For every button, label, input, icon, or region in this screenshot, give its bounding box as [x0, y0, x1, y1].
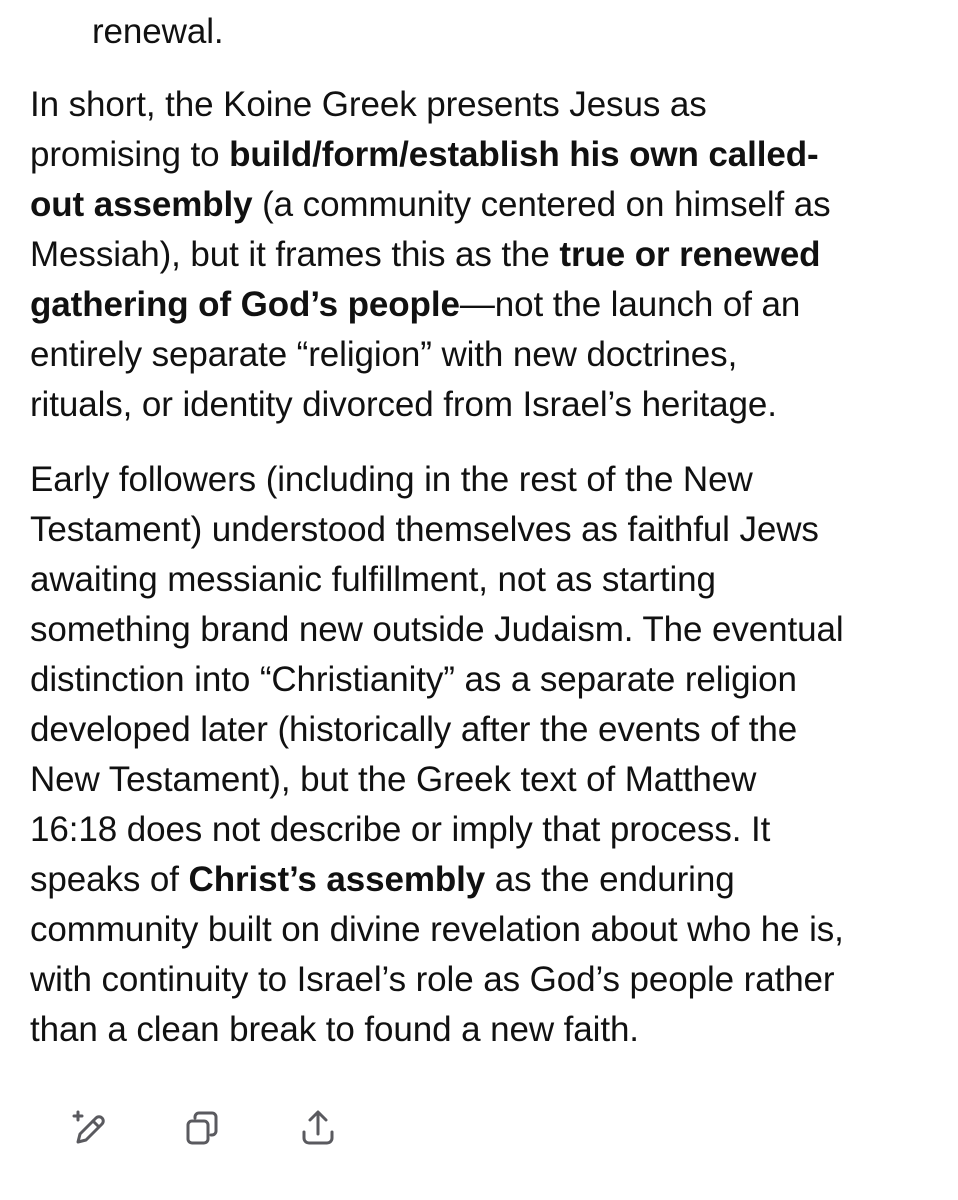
paragraph2-line — [30, 955, 834, 1005]
top-fragment-text: renewal. — [92, 12, 224, 51]
text-run: speaks of — [30, 860, 189, 899]
bold-text: out assembly — [30, 185, 253, 224]
text-run: Early followers (including in the rest of the New — [30, 460, 753, 499]
paragraph2-line — [30, 705, 797, 755]
text-run: (a community centered on himself as — [252, 185, 831, 224]
text-run: New Testament), but the Greek text of Matthew — [30, 760, 757, 799]
text-run: promising to — [30, 135, 230, 174]
bold-text: true or renewed — [559, 235, 821, 274]
paragraph2-line — [30, 655, 797, 705]
paragraph1-line — [30, 330, 737, 380]
text-run: distinction into “Christianity” as a separate religion — [30, 660, 797, 699]
text-run: community built on divine revelation about who he is, — [30, 910, 844, 949]
text-run: 16:18 does not describe or imply that process. It — [30, 810, 771, 849]
text-run: with continuity to Israel’s role as God’s people rather — [30, 960, 835, 999]
paragraph1-line — [30, 380, 777, 430]
paragraph1-line — [30, 180, 831, 230]
share-icon — [298, 1108, 338, 1148]
paragraph2-line — [30, 805, 770, 855]
bold-text: gathering of God’s people — [30, 285, 460, 324]
text-run: Messiah), but it frames this as the — [30, 235, 560, 274]
paragraph2-line — [30, 605, 844, 655]
paragraph2-line — [30, 1005, 639, 1055]
copy-button[interactable] — [178, 1100, 226, 1156]
paragraph2-line — [30, 755, 756, 805]
text-run: Testament) understood themselves as faithful Jews — [30, 510, 819, 549]
share-button[interactable] — [294, 1100, 342, 1156]
text-run: —not the launch of an — [459, 285, 801, 324]
text-run: something brand new outside Judaism. The eventual — [30, 610, 844, 649]
paragraph2-line — [30, 505, 819, 555]
new-note-button[interactable] — [64, 1100, 112, 1156]
pen-plus-icon — [68, 1108, 108, 1148]
bold-text: Christ’s assembly — [188, 860, 486, 899]
message-action-toolbar — [0, 1100, 958, 1160]
paragraph2-line — [30, 855, 735, 905]
text-run: rituals, or identity divorced from Israel’s heritage. — [30, 385, 777, 424]
paragraph2-line — [30, 905, 844, 955]
copy-icon — [182, 1108, 222, 1148]
text-run: as the enduring — [485, 860, 735, 899]
text-run: awaiting messianic fulfillment, not as starting — [30, 560, 716, 599]
text-run: entirely separate “religion” with new doctrines, — [30, 335, 738, 374]
text-run: developed later (historically after the events of the — [30, 710, 798, 749]
paragraph1-line — [30, 280, 800, 330]
text-run: In short, the Koine Greek presents Jesus as — [30, 85, 707, 124]
text-run: than a clean break to found a new faith. — [30, 1010, 639, 1049]
paragraph1-line — [30, 130, 819, 180]
paragraph2-line — [30, 555, 716, 605]
paragraph1-line — [30, 80, 707, 130]
bold-text: build/form/establish his own called- — [229, 135, 819, 174]
paragraph1-line — [30, 230, 820, 280]
paragraph2-line — [30, 455, 753, 505]
